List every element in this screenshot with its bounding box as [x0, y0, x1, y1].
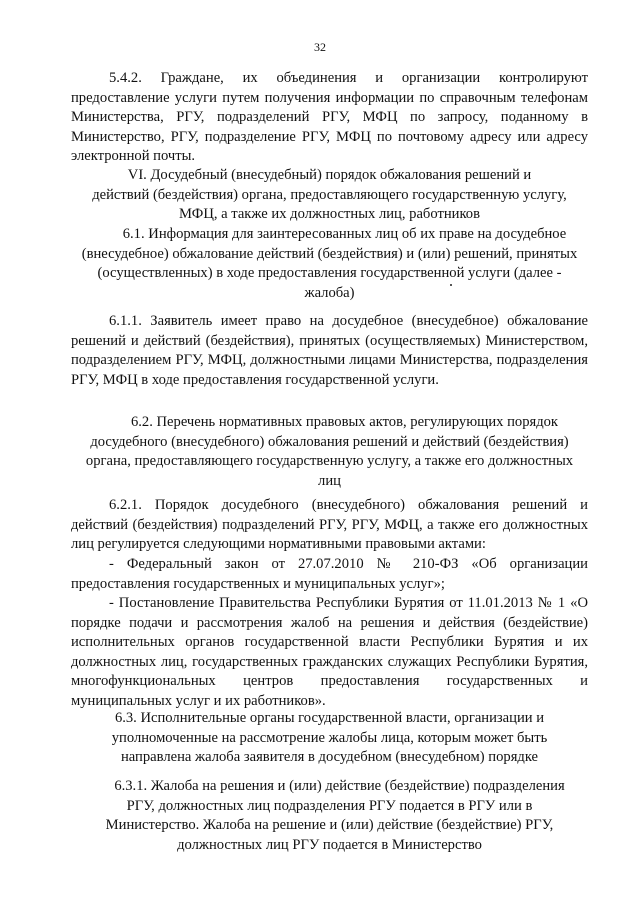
paragraph-6-1-1: 6.1.1. Заявитель имеет право на досудебное (внесудебное) обжалование решений и действий (бездействия), принятых (осуществляемых) Министерством, подразделением РГУ, МФЦ, должностными лицами Министерства, подразделения РГУ, МФЦ в ходе предоставления государственной услуги.: [71, 313, 588, 388]
heading-6-1-line: жалоба): [304, 284, 355, 301]
heading-6-2: [71, 413, 588, 491]
heading-6-3-1-line: Министерство. Жалоба на решение и (или) действие (бездействие) РГУ,: [105, 817, 554, 834]
heading-6-3-1-line: 6.3.1. Жалоба на решения и (или) действие (бездействие) подразделения: [114, 778, 565, 794]
section-vi-title-line: VI. Досудебный (внесудебный) порядок обжалования решений и: [127, 167, 532, 183]
heading-6-3-1: [71, 777, 588, 855]
heading-6-1-line: 6.1. Информация для заинтересованных лиц об их праве на досудебное: [122, 226, 567, 242]
stray-mark: [450, 284, 452, 286]
heading-6-2-line: лиц: [318, 472, 341, 489]
heading-6-2-line: органа, предоставляющего государственную услугу, а также его должностных: [85, 453, 574, 470]
section-vi-title-line: МФЦ, а также их должностных лиц, работников: [179, 206, 480, 223]
list-item-federal-law: - Федеральный закон от 27.07.2010 № 210-ФЗ «Об организации предоставления государственных и муниципальных услуг»;: [71, 556, 588, 592]
page-number: 32: [314, 40, 326, 54]
heading-6-3-line: 6.3. Исполнительные органы государственной власти, организации и: [114, 710, 545, 726]
section-vi-title-line: действий (бездействия) органа, предоставляющего государственную услугу,: [92, 186, 567, 203]
heading-6-3: [71, 709, 588, 768]
heading-6-1-line: (внесудебное) обжалование действий (бездействия) и (или) решений, принятых: [81, 245, 578, 262]
heading-6-2-line: 6.2. Перечень нормативных правовых актов, регулирующих порядок: [130, 414, 559, 430]
heading-6-3-1-line: должностных лиц РГУ подается в Министерство: [177, 836, 482, 853]
heading-6-1-line: (осуществленных) в ходе предоставления государственной услуги (далее -: [97, 265, 562, 282]
paragraph-6-2-1: 6.2.1. Порядок досудебного (внесудебного) обжалования решений и действий (бездействия) подразделений РГУ, РГУ, МФЦ, а также его должностных лиц регулируется следующими нормативными правовыми актами:: [71, 497, 588, 553]
list-item-government-decree: - Постановление Правительства Республики Бурятия от 11.01.2013 № 1 «О порядке подачи и рассмотрения жалоб на решения и действия (бездействие) исполнительных органов государственной власти Республики Бурятия и их должностных лиц, государственных гражданских служащих Республики Бурятия, многофункциональных центров предоставления государственных и муниципальных услуг и их работников».: [71, 595, 588, 709]
section-vi-title: [71, 166, 588, 225]
heading-6-3-line: уполномоченные на рассмотрение жалобы лица, которым может быть: [111, 729, 548, 746]
heading-6-2-line: досудебного (внесудебного) обжалования решений и действий (бездействия): [90, 433, 569, 450]
heading-6-3-1-line: РГУ, должностных лиц подразделения РГУ подается в РГУ или в: [126, 797, 533, 814]
heading-6-3-line: направлена жалоба заявителя в досудебном (внесудебном) порядке: [120, 749, 539, 766]
heading-6-1: [71, 225, 588, 303]
paragraph-5-4-2: 5.4.2. Граждане, их объединения и организации контролируют предоставление услуги путем получения информации по справочным телефонам Министерства, РГУ, подразделений РГУ, МФЦ по запросу, поданному в Министерство, РГУ, подразделение РГУ, МФЦ по почтовому адресу или адресу электронной почты.: [71, 70, 588, 165]
